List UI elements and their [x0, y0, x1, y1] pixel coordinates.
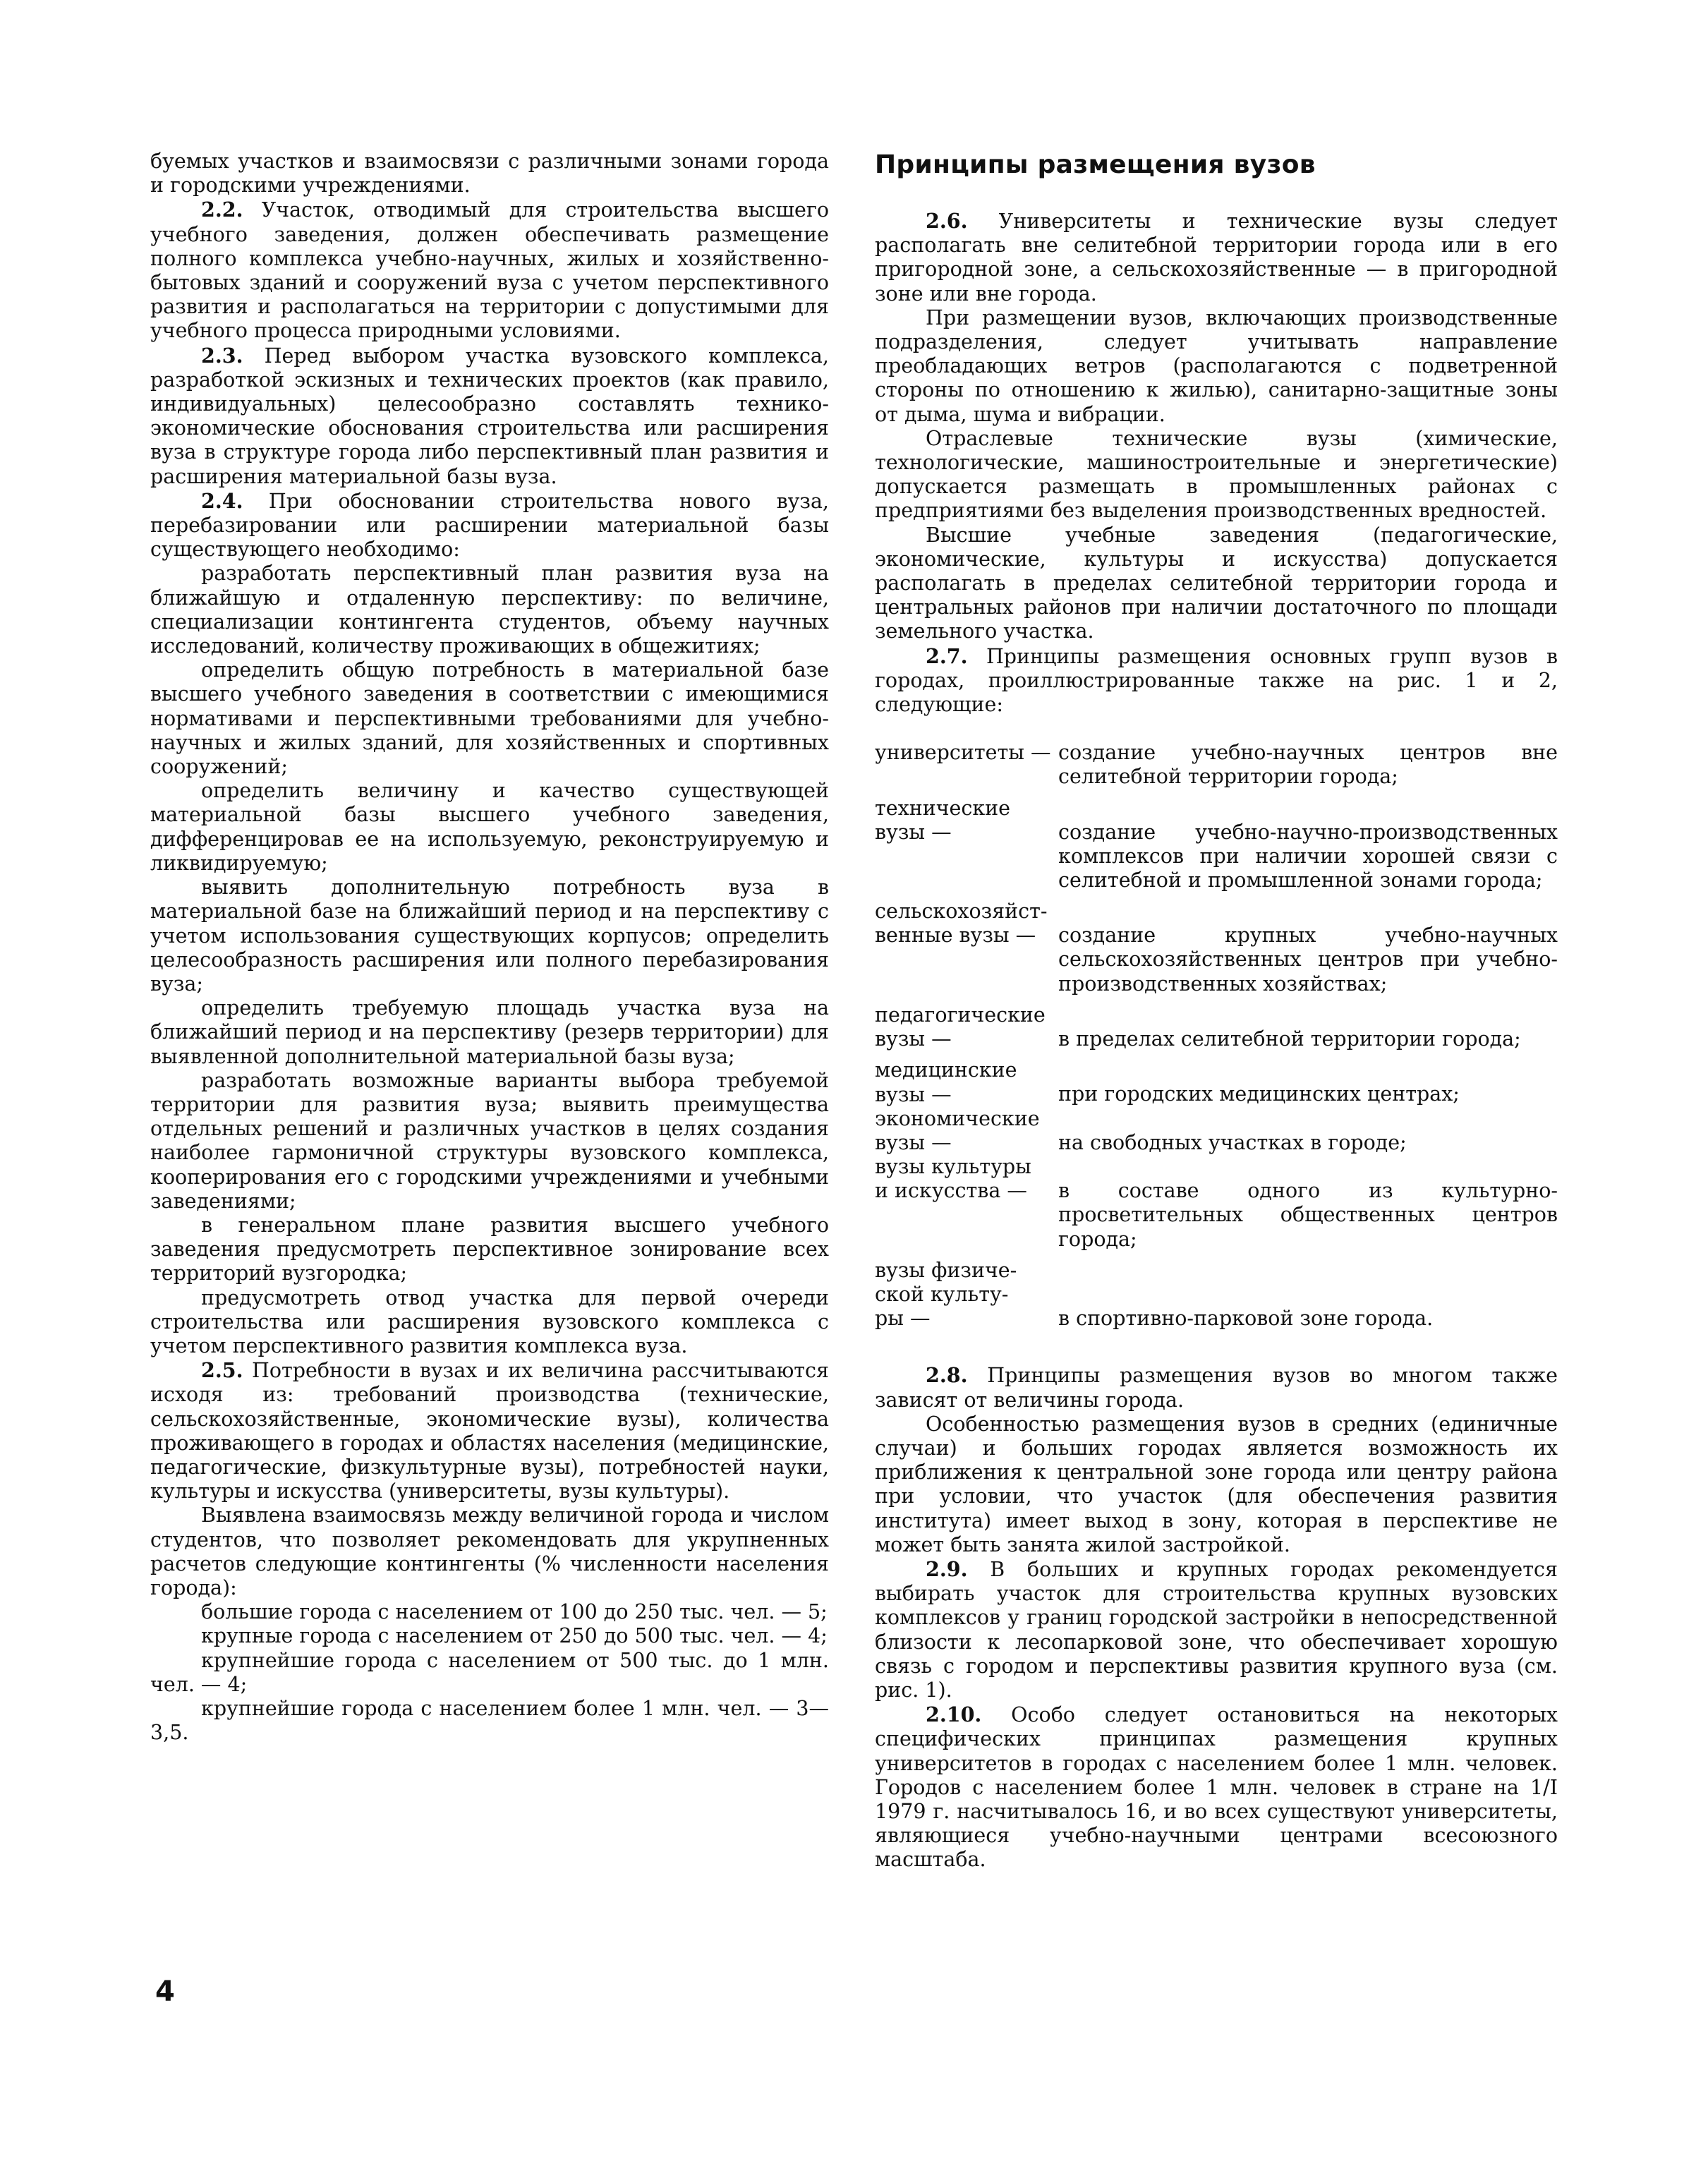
section-number: 2.9. [926, 1556, 968, 1581]
paragraph-2-4 [150, 489, 829, 562]
placement-desc: создание учебно-научных центров вне селитебной территории города; [1058, 741, 1558, 789]
paragraph-text: В больших и крупных городах рекомендуется выбирать участок для строительства крупных вузовских комплексов у границ городской застройки в непосредственной близости к лесопарковой зоне, что обеспечивает хорошую связь с городом и перспективы развития крупного вуза (см. рис. 1). [875, 1557, 1558, 1702]
paragraph-text: Перед выбором участка вузовского комплекса, разработкой эскизных и технических проектов (как правило, индивидуальных) целесообразно составлять технико-экономические обоснования строительства или расширения вуза в структуре города либо перспективный план развития и расширения материальной базы вуза. [150, 344, 829, 488]
paragraph-2-9 [875, 1557, 1558, 1702]
section-heading: Принципы размещения вузов [875, 150, 1316, 179]
placement-term: вузы культуры и искусства — [875, 1155, 1031, 1203]
section-number: 2.5. [201, 1358, 243, 1383]
placement-desc: в составе одного из культурно-просветительных общественных центров города; [1058, 1179, 1558, 1251]
section-number: 2.10. [926, 1702, 982, 1727]
section-number: 2.7. [926, 643, 968, 668]
paragraph-2-3 [150, 344, 829, 489]
paragraph-text: Потребности в вузах и их величина рассчитываются исходя из: требований производства (технические, сельскохозяйственные, экономические вузы), количества проживающего в городах и областях населения (медицинские, педагогические, физкультурные вузы), потребностей науки, культуры и искусства (университеты, вузы культуры). [150, 1359, 829, 1504]
placement-item [875, 1107, 1558, 1155]
paragraph-text: Участок, отводимый для строительства высшего учебного заведения, должен обеспечивать размещение полного комплекса учебно-научных, жилых и хозяйственно-бытовых зданий и сооружений вуза с учетом перспективного развития и располагаться на территории с допустимыми для учебного процесса природными условиями. [150, 198, 829, 343]
placement-desc: в пределах селитебной территории города; [1058, 1027, 1521, 1051]
contingent-item: крупные города с населением от 250 до 500 тыс. чел. — 4; [201, 1624, 828, 1648]
placement-item [875, 1058, 1558, 1106]
placement-item [875, 1155, 1558, 1252]
list-item: в генеральном плане развития высшего учебного заведения предусмотреть перспективное зонирование всех территорий вузгородка; [150, 1213, 829, 1285]
section-number: 2.3. [201, 343, 243, 368]
paragraph-text: Принципы размещения основных групп вузов в городах, проиллюстрированные также на рис. 1 и 2, следующие: [875, 644, 1558, 717]
placement-item [875, 1003, 1558, 1051]
placement-item [875, 1259, 1558, 1331]
placement-desc: на свободных участках в городе; [1058, 1130, 1407, 1154]
paragraph-continued: буемых участков и взаимосвязи с различными зонами города и городскими учреждениями. [150, 150, 829, 198]
paragraph-2-2 [150, 198, 829, 343]
placement-item [875, 741, 1558, 789]
list-item: предусмотреть отвод участка для первой очереди строительства или расширения вузовского комплекса с учетом перспективного развития комплекса вуза. [150, 1285, 829, 1357]
paragraph-2-10 [875, 1702, 1558, 1872]
placement-term: технические вузы — [875, 796, 1011, 844]
paragraph-production: При размещении вузов, включающих производственные подразделения, следует учитывать направление преобладающих ветров (располагаются с подветренной стороны по отношению к жилью), санитарно-защитные зоны от дыма, шума и вибрации. [875, 305, 1558, 426]
placement-desc: в спортивно-парковой зоне города. [1058, 1306, 1434, 1330]
paragraph-2-6 [875, 209, 1558, 306]
paragraph-2-5 [150, 1358, 829, 1504]
paragraph-text: Принципы размещения вузов во многом также зависят от величины города. [875, 1364, 1558, 1412]
list-item: выявить дополнительную потребность вуза в материальной базе на ближайший период и на перспективу с учетом использования существующих корпусов; определить целесообразность расширения или полного перебазирования вуза; [150, 876, 829, 996]
left-column [150, 150, 829, 1745]
section-number: 2.2. [201, 198, 243, 222]
contingent-item: крупнейшие города с населением от 500 тыс. до 1 млн. чел. — 4; [150, 1648, 829, 1696]
list-item: определить требуемую площадь участка вуза на ближайший период и на перспективу (резерв территории) для выявленной дополнительной материальной базы вуза; [150, 996, 829, 1068]
list-item: определить величину и качество существующей материальной базы высшего учебного заведения, дифференцировав ее на используемую, реконструируемую и ликвидируемую; [150, 779, 829, 875]
placement-item [875, 900, 1558, 996]
contingent-item: большие города с населением от 100 до 250 тыс. чел. — 5; [201, 1600, 828, 1624]
placement-term: университеты — [875, 741, 1051, 765]
page-number: 4 [155, 1976, 175, 2008]
paragraph-medium-cities: Особенностью размещения вузов в средних (единичные случаи) и больших городах является возможность их приближения к центральной зоне города или центру района при условии, что участок (для обеспечения развития института) имеет выход в зону, которая в перспективе не может быть занята жилой застройкой. [875, 1412, 1558, 1556]
placement-item [875, 797, 1558, 893]
paragraph-text: Особо следует остановиться на некоторых специфических принципах размещения крупных университетов в городах с населением более 1 млн. человек. Городов с населением более 1 млн. человек в стране на 1/I 1979 г. насчитывалось 16, и во всех существуют университеты, являющиеся учебно-научными центрами всесоюзного масштаба. [875, 1703, 1558, 1872]
placement-list [875, 741, 1558, 1331]
right-column [875, 150, 1558, 1872]
paragraph-contingents-intro: Выявлена взаимосвязь между величиной города и числом студентов, что позволяет рекомендовать для укрупненных расчетов следующие контингенты (% численности населения города): [150, 1504, 829, 1599]
placement-term: сельскохозяйст- венные вузы — [875, 900, 1048, 948]
paragraph-2-8 [875, 1363, 1558, 1412]
placement-desc: создание крупных учебно-научных сельскохозяйственных центров при учебно-производственных хозяйствах; [1058, 924, 1558, 996]
contingent-item: крупнейшие города с населением более 1 млн. чел. — 3—3,5. [150, 1697, 829, 1745]
section-number: 2.4. [201, 488, 243, 513]
paragraph-higher-education: Высшие учебные заведения (педагогические, экономические, культуры и искусства) допускается располагать в пределах селитебной территории города и центральных районов при наличии достаточного по площади земельного участка. [875, 523, 1558, 643]
paragraph-text: При обосновании строительства нового вуза, перебазировании или расширении материальной базы существующего необходимо: [150, 489, 829, 562]
section-number: 2.8. [926, 1363, 968, 1388]
placement-desc: при городских медицинских центрах; [1058, 1082, 1460, 1106]
placement-desc: создание учебно-научно-производственных комплексов при наличии хорошей связи с селитебной и промышленной зонами города; [1058, 820, 1558, 893]
placement-term: вузы физиче- ской культу- ры — [875, 1258, 1017, 1331]
paragraph-technical: Отраслевые технические вузы (химические, технологические, машиностроительные и энергетические) допускается размещать в промышленных районах с предприятиями без выделения производственных вредностей. [875, 426, 1558, 523]
paragraph-2-7 [875, 644, 1558, 718]
list-item: разработать перспективный план развития вуза на ближайшую и отдаленную перспективу: по величине, специализации контингента студентов, объему научных исследований, количеству проживающих в общежитиях; [150, 562, 829, 658]
section-number: 2.6. [926, 209, 968, 233]
list-item: разработать возможные варианты выбора требуемой территории для развития вуза; выявить преимущества отдельных решений и различных участков в целях создания наиболее гармоничной структуры вузовского комплекса, кооперирования его с городскими учреждениями и учебными заведениями; [150, 1068, 829, 1213]
list-item: определить общую потребность в материальной базе высшего учебного заведения в соответствии с имеющимися нормативами и перспективными требованиями для учебно-научных и жилых зданий, для хозяйственных и спортивных сооружений; [150, 658, 829, 779]
placement-term: педагогические вузы — [875, 1003, 1046, 1051]
paragraph-text: Университеты и технические вузы следует располагать вне селитебной территории города или в его пригородной зоне, а сельскохозяйственные — в пригородной зоне или вне города. [875, 210, 1558, 305]
placement-term: медицинские вузы — [875, 1058, 1017, 1106]
placement-term: экономические вузы — [875, 1106, 1040, 1154]
